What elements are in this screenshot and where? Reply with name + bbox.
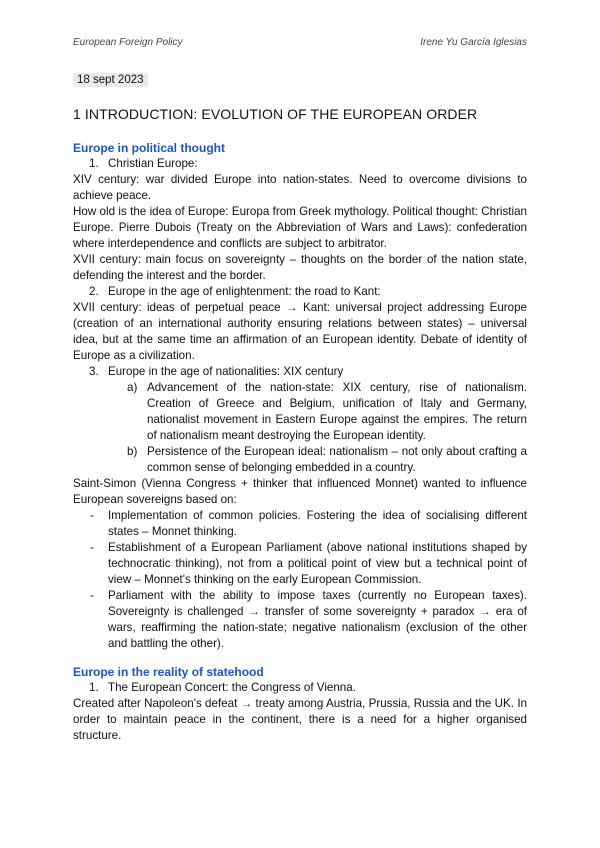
header-author: Irene Yu García Iglesias bbox=[420, 37, 527, 48]
list-number: 1. bbox=[89, 157, 99, 170]
list-item-text: Europe in the age of nationalities: XIX century bbox=[108, 365, 344, 378]
sublist-item-a bbox=[73, 380, 527, 444]
header-course-title: European Foreign Policy bbox=[73, 37, 183, 48]
bullet-common-policies bbox=[73, 508, 527, 540]
paragraph-xvii-sovereignty: XVII century: main focus on sovereignty – thoughts on the border of the nation state, defending the interest and the border. bbox=[73, 253, 527, 282]
bullet-text: Establishment of a European Parliament (above national institutions shaped by technocratic thinking), not from a political point of view but a technical point of view – Monnet's thinking on the early European Commission. bbox=[108, 541, 527, 586]
bullet-text: Parliament with the ability to impose taxes (currently no European taxes). Sovereignty is challenged → transfer of some sovereignty + paradox → era of wars, reaffirming the nation-state; negative nationalism (exclusion of the other and battling the other). bbox=[108, 589, 527, 650]
bullet-dash: - bbox=[90, 509, 94, 522]
paragraph-saint-simon: Saint-Simon (Vienna Congress + thinker that influenced Monnet) wanted to influence European sovereigns based on: bbox=[73, 477, 527, 506]
sublist-label: a) bbox=[127, 381, 138, 394]
date-chip: 18 sept 2023 bbox=[73, 73, 148, 87]
bullet-parliament-taxes bbox=[73, 588, 527, 652]
bullet-text: Implementation of common policies. Fostering the idea of socialising different states – Monnet thinking. bbox=[108, 509, 527, 538]
sublist-text: Advancement of the nation-state: XIX century, rise of nationalism. Creation of Greece and Belgium, unification of Italy and Germany, nationalist movement in Eastern Europe against the empires. The return of nationalism meant destroying the European identity. bbox=[147, 381, 527, 442]
list-item-text: Christian Europe: bbox=[108, 157, 198, 170]
section-heading-statehood: Europe in the reality of statehood bbox=[73, 665, 264, 679]
list-number: 3. bbox=[89, 365, 99, 378]
list-item-european-concert bbox=[73, 680, 527, 696]
list-item-text: The European Concert: the Congress of Vienna. bbox=[108, 681, 356, 694]
list-number: 2. bbox=[89, 285, 99, 298]
list-number: 1. bbox=[89, 681, 99, 694]
bullet-dash: - bbox=[90, 589, 94, 602]
paragraph-napoleon-defeat: Created after Napoleon's defeat → treaty among Austria, Prussia, Russia and the UK. In order to maintain peace in the continent, there is a need for a higher organised structure. bbox=[73, 697, 527, 742]
bullet-dash: - bbox=[90, 541, 94, 554]
document-body bbox=[73, 140, 527, 744]
list-item-christian-europe bbox=[73, 156, 527, 172]
paragraph-perpetual-peace: XVII century: ideas of perpetual peace → Kant: universal project addressing Europe (creation of an international authority ensuring relations between states) – universal idea, but at the same time an affirmation of an European identity. Debate of identity of Europe as a civilization. bbox=[73, 301, 527, 362]
bullet-european-parliament bbox=[73, 540, 527, 588]
list-item-nationalities bbox=[73, 364, 527, 380]
paragraph-idea-of-europe: How old is the idea of Europe: Europa from Greek mythology. Political thought: Christian Europe. Pierre Dubois (Treaty on the Abbreviation of Wars and Laws): confederation where interdependence and conflicts are subject to arbitrator. bbox=[73, 205, 527, 250]
paragraph-xiv-century: XIV century: war divided Europe into nation-states. Need to overcome divisions to achieve peace. bbox=[73, 173, 527, 202]
sublist-label: b) bbox=[127, 445, 138, 458]
list-item-enlightenment bbox=[73, 284, 527, 300]
section-heading-political-thought: Europe in political thought bbox=[73, 141, 225, 155]
list-item-text: Europe in the age of enlightenment: the road to Kant: bbox=[108, 285, 381, 298]
sublist-text: Persistence of the European ideal: nationalism – not only about crafting a common sense of belonging embedded in a country. bbox=[147, 445, 527, 474]
page-title: 1 INTRODUCTION: EVOLUTION OF THE EUROPEAN ORDER bbox=[73, 106, 478, 122]
sublist-item-b bbox=[73, 444, 527, 476]
